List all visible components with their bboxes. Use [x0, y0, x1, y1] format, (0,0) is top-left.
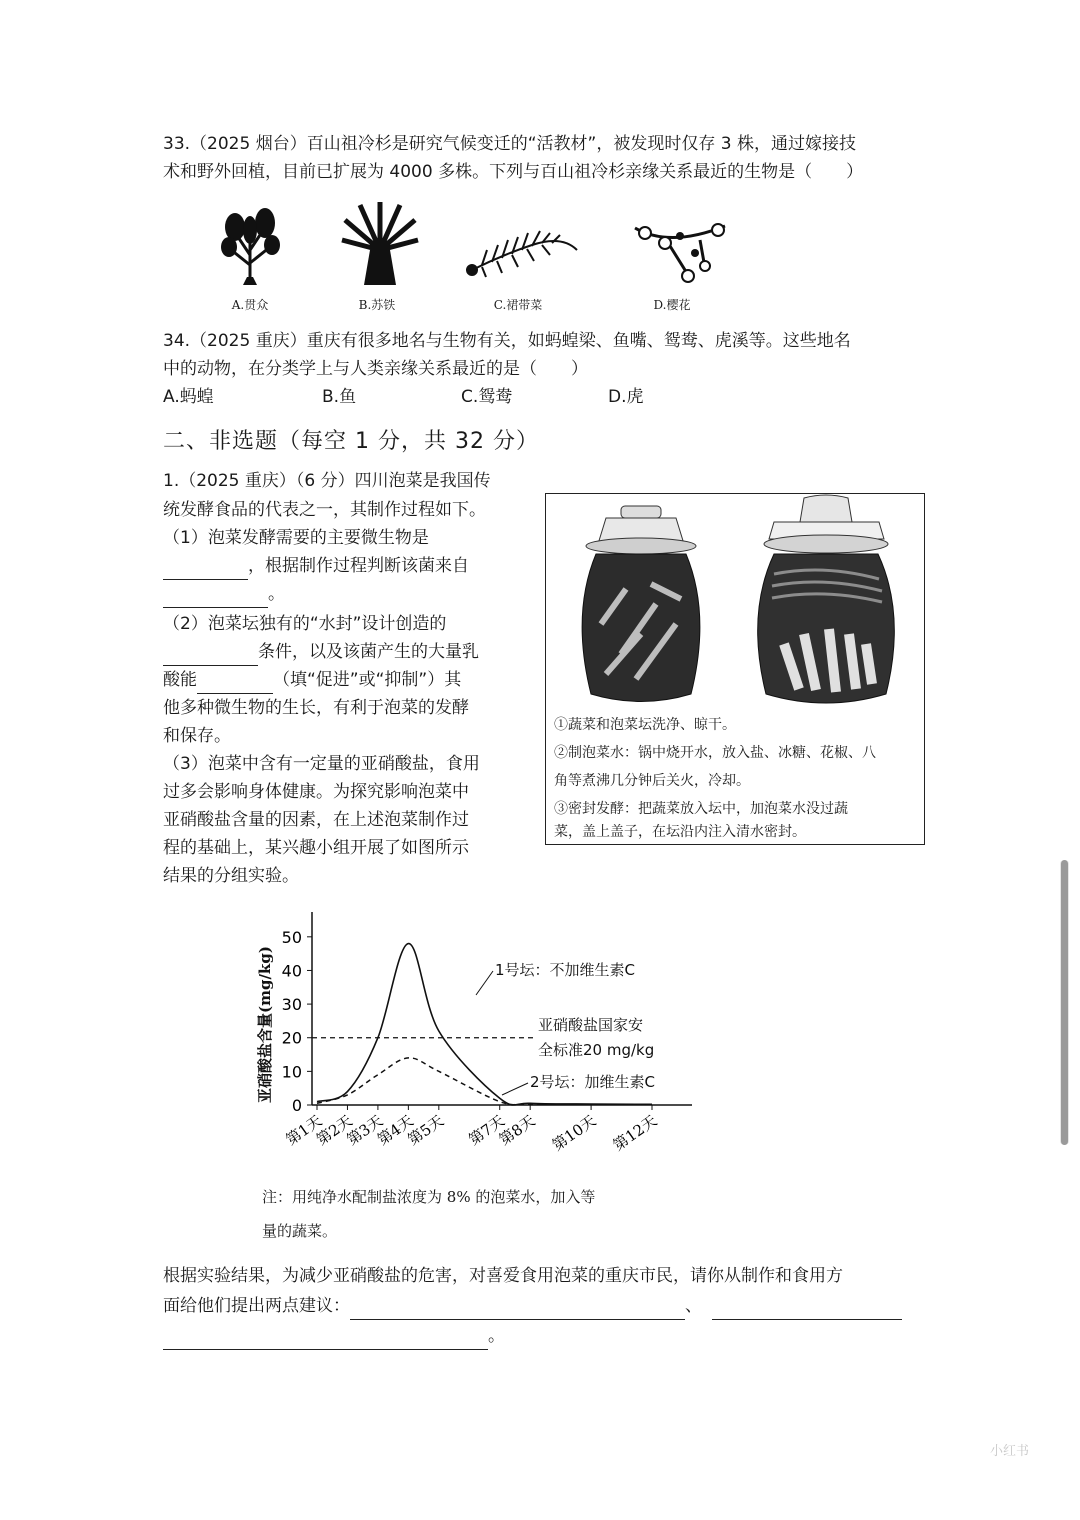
- section-title: 二、非选题（每空 1 分，共 32 分）: [163, 429, 539, 454]
- x-ticks: [283, 1105, 661, 1154]
- cherry-blossom-icon: [635, 224, 725, 282]
- q1-line6: （2）泡菜坛独有的“水封”设计创造的: [163, 614, 447, 634]
- x-tick-label: 第4天: [373, 1111, 417, 1149]
- answer-blank-condition[interactable]: [163, 645, 258, 666]
- q34-option-b: B.鱼: [322, 387, 357, 407]
- x-tick-label: 第5天: [404, 1111, 448, 1149]
- q1-line11: （3）泡菜中含有一定量的亚硝酸盐，食用: [163, 754, 480, 774]
- y-axis-label: 亚硝酸盐含量(mg/kg): [256, 946, 274, 1103]
- process-step-3: ③密封发酵：把蔬菜放入坛中，加泡菜水没过蔬: [554, 801, 848, 817]
- q1-line12: 过多会影响身体健康。为探究影响泡菜中: [163, 782, 469, 802]
- y-tick-label: 0: [291, 1096, 302, 1115]
- answer-blank-suggestion-2a[interactable]: [712, 1299, 902, 1320]
- q34-option-c: C.鸳鸯: [461, 387, 513, 407]
- q33-text-line1: 33.（2025 烟台）百山祖冷杉是研究气候变迁的“活教材”，被发现时仅存 3 株，通过嫁接技: [163, 134, 856, 154]
- x-tick-label: 第7天: [465, 1111, 509, 1149]
- x-tick-label: 第1天: [282, 1111, 326, 1149]
- q1-line2: 统发酵食品的代表之一，其制作过程如下。: [163, 500, 486, 520]
- q1-line5: [163, 580, 285, 608]
- q1-line8: [163, 666, 461, 694]
- q1-line1: 1.（2025 重庆）（6 分）四川泡菜是我国传: [163, 471, 491, 491]
- pickle-jar-icon: [758, 495, 895, 703]
- answer-blank-effect[interactable]: [197, 673, 273, 694]
- series-1-leader: [476, 971, 493, 995]
- q33-text-line2: 术和野外回植，目前已扩展为 4000 多株。下列与百山祖冷杉亲缘关系最近的生物是（ ）: [163, 162, 864, 182]
- pickle-jar-left: [566, 504, 716, 709]
- option-c-caption: C.裙带菜: [493, 298, 543, 312]
- answer-blank-source[interactable]: [163, 587, 268, 608]
- seaweed-illustration: [462, 225, 582, 280]
- process-step-3-cont: 菜，盖上盖子，在坛沿内注入清水密封。: [554, 824, 806, 840]
- series-2-label: 2号坛：加维生素C: [530, 1073, 656, 1091]
- q34-option-a: A.蚂蝗: [163, 387, 214, 407]
- y-tick-label: 30: [281, 995, 302, 1015]
- q1-line7: [163, 638, 479, 666]
- x-tick-label: 第10天: [548, 1111, 600, 1155]
- scrollbar-thumb[interactable]: [1061, 860, 1068, 1145]
- x-tick-label: 第8天: [495, 1111, 539, 1149]
- final-line1: 根据实验结果，为减少亚硝酸盐的危害，对喜爱食用泡菜的重庆市民，请你从制作和食用方: [163, 1266, 843, 1286]
- process-step-1: ①蔬菜和泡菜坛洗净、晾干。: [554, 717, 736, 733]
- pickle-jar-right: [744, 494, 909, 709]
- final-separator: 、: [685, 1296, 702, 1316]
- cycad-illustration: [340, 200, 420, 290]
- answer-blank-suggestion-1[interactable]: [350, 1299, 685, 1320]
- cherry-blossom-illustration: [630, 218, 730, 290]
- watermark-logo: 小红书: [990, 1444, 1030, 1459]
- q1-line4-text: ，根据制作过程判断该菌来自: [248, 556, 469, 576]
- q1-line7-text: 条件，以及该菌产生的大量乳: [258, 642, 479, 662]
- q1-line4: [163, 552, 469, 580]
- y-ticks: [282, 928, 312, 1115]
- q1-line9: 他多种微生物的生长，有利于泡菜的发酵: [163, 698, 469, 718]
- q1-line13: 亚硝酸盐含量的因素，在上述泡菜制作过: [163, 810, 469, 830]
- q34-option-d: D.虎: [608, 387, 644, 407]
- pickle-process-box: [545, 493, 925, 845]
- q1-line8-text-a: 酸能: [163, 670, 197, 690]
- option-b-caption: B.苏铁: [358, 298, 396, 312]
- fern-illustration: [215, 205, 285, 290]
- answer-blank-suggestion-2b[interactable]: [163, 1329, 488, 1350]
- nitrite-chart: [240, 905, 710, 1185]
- chart-note-line1: 注：用纯净水配制盐浓度为 8% 的泡菜水，加入等: [262, 1188, 596, 1206]
- final-line3: [163, 1322, 505, 1350]
- option-a-caption: A.贯众: [231, 298, 269, 312]
- process-step-2: ②制泡菜水：锅中烧开水，放入盐、冰糖、花椒、八: [554, 745, 876, 761]
- answer-blank-microbe[interactable]: [163, 559, 248, 580]
- final-line2: [163, 1292, 902, 1320]
- y-tick-label: 20: [281, 1028, 302, 1048]
- final-line3-text: 。: [488, 1326, 505, 1346]
- y-tick-label: 50: [281, 927, 302, 947]
- q34-text-line2: 中的动物，在分类学上与人类亲缘关系最近的是（ ）: [163, 359, 588, 379]
- cycad-icon: [342, 202, 418, 285]
- q1-line8-text-b: （填“促进”或“抑制”）其: [273, 670, 462, 690]
- q1-line15: 结果的分组实验。: [163, 866, 299, 886]
- fern-icon: [221, 208, 280, 285]
- q1-line14: 程的基础上，某兴趣小组开展了如图所示: [163, 838, 469, 858]
- q1-line5-text: 。: [268, 584, 285, 604]
- pickle-jar-icon: [582, 506, 700, 702]
- x-tick-label: 第3天: [343, 1111, 387, 1149]
- q1-line10: 和保存。: [163, 726, 231, 746]
- threshold-label-line2: 全标准20 mg/kg: [538, 1041, 655, 1059]
- series-2-leader: [502, 1083, 528, 1095]
- q1-line3: （1）泡菜发酵需要的主要微生物是: [163, 528, 429, 548]
- x-tick-label: 第12天: [609, 1111, 661, 1155]
- y-tick-label: 40: [281, 961, 302, 981]
- x-tick-label: 第2天: [313, 1111, 356, 1149]
- option-d-caption: D.樱花: [653, 298, 691, 312]
- scrollbar[interactable]: [1060, 860, 1069, 1145]
- final-line2-text: 面给他们提出两点建议：: [163, 1296, 350, 1316]
- chart-note-line2: 量的蔬菜。: [262, 1222, 338, 1240]
- y-tick-label: 10: [281, 1062, 302, 1082]
- threshold-label-line1: 亚硝酸盐国家安: [538, 1016, 644, 1034]
- seaweed-icon: [467, 231, 577, 277]
- q34-text-line1: 34.（2025 重庆）重庆有很多地名与生物有关，如蚂蝗梁、鱼嘴、鸳鸯、虎溪等。这些地名: [163, 331, 851, 351]
- process-step-2-cont: 角等煮沸几分钟后关火，冷却。: [554, 773, 750, 789]
- series-1-label: 1号坛：不加维生素C: [495, 961, 636, 979]
